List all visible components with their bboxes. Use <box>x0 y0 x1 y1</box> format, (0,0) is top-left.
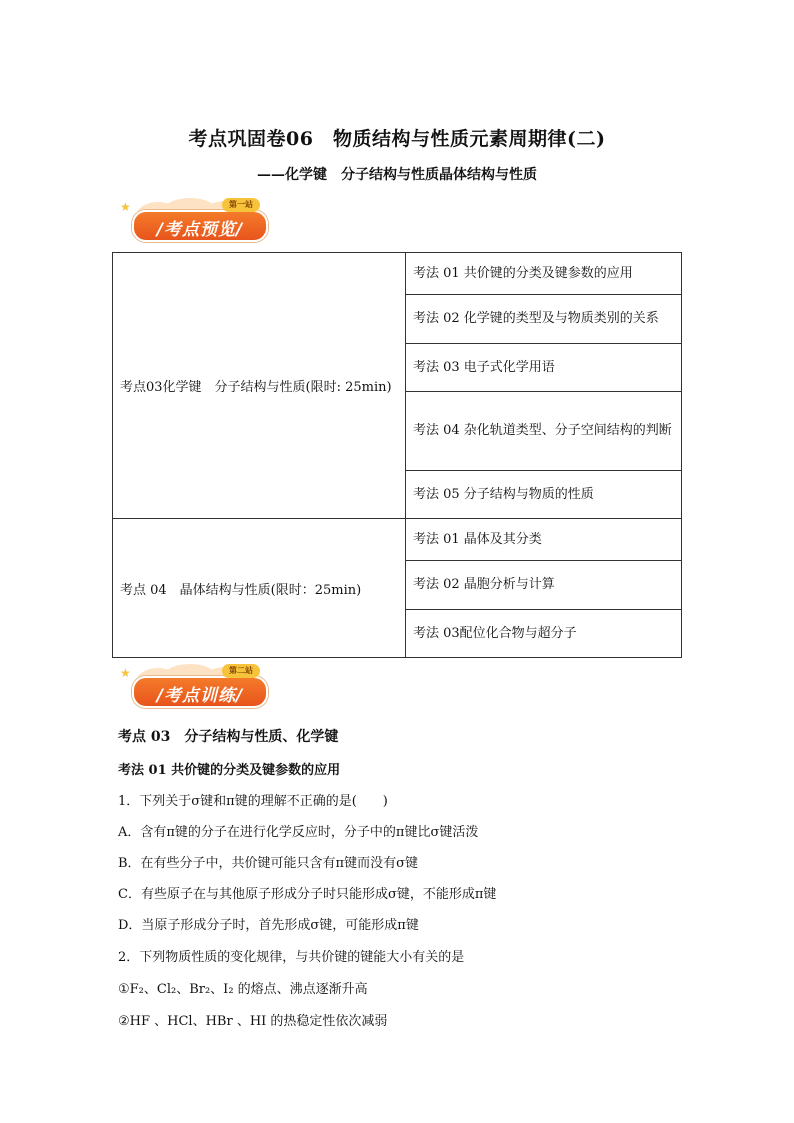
star-icon: ★ <box>120 200 131 214</box>
section-banner-preview <box>118 198 278 248</box>
question-option: A．含有π键的分子在进行化学反应时，分子中的π键比σ键活泼 <box>118 825 479 840</box>
overview-table <box>112 252 682 658</box>
table-cell: 考法 04 杂化轨道类型、分子空间结构的判断 <box>406 392 682 471</box>
table-cell: 考法 02 化学键的类型及与物质类别的关系 <box>406 295 682 344</box>
table-cell: 考法 03配位化合物与超分子 <box>406 610 682 658</box>
banner-label: /考点训练/ <box>156 686 244 706</box>
question-stem: 1．下列关于σ键和π键的理解不正确的是( ) <box>118 794 388 809</box>
banner-pill <box>132 676 268 708</box>
table-cell: 考法 01 共价键的分类及键参数的应用 <box>406 253 682 295</box>
banner-tag: 第二站 <box>222 664 260 678</box>
section-subheading: 考法 01 共价键的分类及键参数的应用 <box>118 763 341 778</box>
table-cell: 考法 03 电子式化学用语 <box>406 344 682 392</box>
question-option: B．在有些分子中，共价键可能只含有π键而没有σ键 <box>118 856 418 871</box>
question-stem: 2．下列物质性质的变化规律，与共价键的键能大小有关的是 <box>118 950 465 965</box>
table-cell: 考法 05 分子结构与物质的性质 <box>406 471 682 519</box>
banner-label: /考点预览/ <box>156 220 244 240</box>
section-banner-training <box>118 664 278 714</box>
banner-tag: 第一站 <box>222 198 260 212</box>
section-heading: 考点 03 分子结构与性质、化学键 <box>118 729 339 745</box>
table-group-label: 考点03化学键 分子结构与性质(限时: 25min) <box>113 253 406 519</box>
document-subtitle: ——化学键 分子结构与性质晶体结构与性质 <box>257 167 537 183</box>
question-item: ②HF 、HCl、HBr 、HI 的热稳定性依次减弱 <box>118 1014 388 1029</box>
question-option: C．有些原子在与其他原子形成分子时只能形成σ键，不能形成π键 <box>118 887 497 902</box>
table-group-label: 考点 04 晶体结构与性质(限时：25min) <box>113 519 406 658</box>
star-icon: ★ <box>120 666 131 680</box>
table-cell: 考法 02 晶胞分析与计算 <box>406 561 682 610</box>
question-item: ①F₂、Cl₂、Br₂、I₂ 的熔点、沸点逐渐升高 <box>118 982 368 997</box>
question-option: D．当原子形成分子时，首先形成σ键，可能形成π键 <box>118 918 419 933</box>
banner-pill <box>132 210 268 242</box>
table-cell: 考法 01 晶体及其分类 <box>406 519 682 561</box>
document-title: 考点巩固卷06 物质结构与性质元素周期律(二) <box>188 128 606 150</box>
